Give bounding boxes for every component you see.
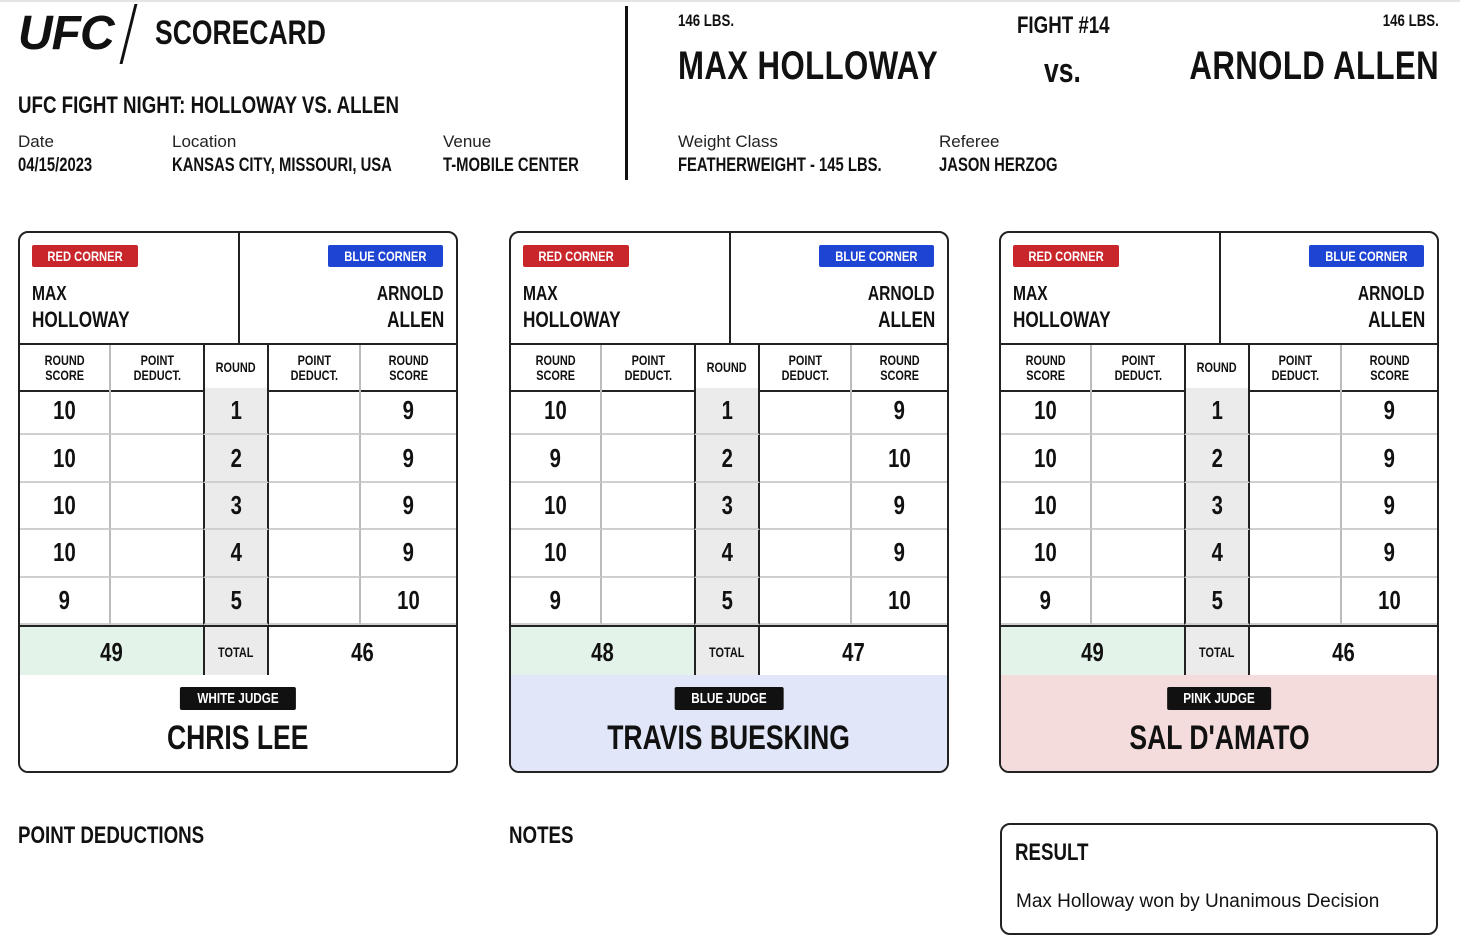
point-deduction-cell — [1250, 483, 1342, 530]
red-last-name: HOLLOWAY — [1013, 307, 1111, 332]
red-corner-badge: RED CORNER — [523, 245, 629, 267]
round-number: 1 — [1184, 388, 1250, 435]
round-row — [511, 530, 947, 577]
red-first-name: MAX — [32, 283, 67, 305]
point-deduction-cell — [760, 388, 852, 435]
round-score-header: ROUND SCORE — [1342, 345, 1437, 390]
total-label: TOTAL — [203, 627, 269, 677]
round-row — [1001, 388, 1437, 435]
vs-label: vs. — [1044, 52, 1081, 90]
point-deduction-header: POINT DEDUCT. — [1092, 345, 1184, 390]
round-row — [1001, 483, 1437, 530]
round-header: ROUND — [694, 345, 760, 390]
referee-value: JASON HERZOG — [939, 155, 1058, 176]
blue-round-score: 9 — [852, 483, 947, 530]
red-fighter-weight: 146 LBS. — [678, 11, 735, 30]
round-score-header: ROUND SCORE — [361, 345, 456, 390]
round-row — [20, 483, 456, 530]
point-deduction-cell — [1092, 530, 1184, 577]
blue-total-score: 47 — [842, 636, 865, 667]
blue-round-score: 9 — [1342, 435, 1437, 482]
blue-last-name: ALLEN — [1367, 307, 1425, 332]
total-label: TOTAL — [1184, 627, 1250, 677]
blue-corner-fighter — [358, 280, 444, 333]
referee-label: Referee — [939, 132, 1000, 151]
red-round-score: 10 — [511, 530, 602, 577]
blue-last-name: ALLEN — [877, 307, 935, 332]
table-header-row — [511, 343, 947, 392]
round-row — [1001, 435, 1437, 482]
point-deduction-cell — [1092, 578, 1184, 625]
red-round-score: 9 — [20, 578, 111, 625]
date-value: 04/15/2023 — [18, 155, 93, 176]
round-row — [511, 388, 947, 435]
round-number: 5 — [694, 578, 760, 625]
judge-badge: BLUE JUDGE — [675, 687, 784, 710]
round-number: 4 — [694, 530, 760, 577]
round-row — [20, 578, 456, 625]
blue-round-score: 9 — [852, 388, 947, 435]
point-deduction-header: POINT DEDUCT. — [760, 345, 852, 390]
blue-first-name: ARNOLD — [868, 283, 935, 305]
table-header-row — [20, 343, 456, 392]
round-row — [20, 388, 456, 435]
notes-label: NOTES — [509, 822, 574, 849]
point-deduction-cell — [1250, 388, 1342, 435]
point-deduction-cell — [269, 388, 361, 435]
red-round-score: 9 — [511, 578, 602, 625]
point-deduction-header: POINT DEDUCT. — [602, 345, 694, 390]
header-divider — [1219, 233, 1221, 343]
point-deduction-cell — [1250, 435, 1342, 482]
location-value: KANSAS CITY, MISSOURI, USA — [172, 155, 392, 176]
round-number: 1 — [694, 388, 760, 435]
judge-area — [511, 675, 947, 771]
blue-round-score: 10 — [852, 435, 947, 482]
judge-area — [1001, 675, 1437, 771]
blue-fighter-weight: 146 LBS. — [1382, 11, 1439, 30]
point-deduction-cell — [760, 530, 852, 577]
blue-round-score: 10 — [1342, 578, 1437, 625]
point-deduction-cell — [760, 483, 852, 530]
blue-round-score: 9 — [361, 483, 456, 530]
blue-corner-fighter — [849, 280, 935, 333]
judge-area — [20, 675, 456, 771]
judge-badge: WHITE JUDGE — [180, 687, 296, 710]
blue-total-score: 46 — [351, 636, 374, 667]
blue-round-score: 9 — [1342, 388, 1437, 435]
blue-corner-badge: BLUE CORNER — [819, 245, 934, 267]
total-label: TOTAL — [694, 627, 760, 677]
fight-number: FIGHT #14 — [1017, 12, 1110, 39]
venue-label: Venue — [443, 132, 492, 151]
red-round-score: 10 — [1001, 388, 1092, 435]
total-row — [20, 625, 456, 679]
round-number: 4 — [1184, 530, 1250, 577]
point-deduction-cell — [760, 435, 852, 482]
header-divider — [238, 233, 240, 343]
red-round-score: 9 — [1001, 578, 1092, 625]
point-deduction-cell — [111, 530, 203, 577]
point-deduction-cell — [602, 578, 694, 625]
date-label: Date — [18, 132, 54, 151]
blue-round-score: 9 — [1342, 530, 1437, 577]
red-round-score: 10 — [20, 435, 111, 482]
point-deduction-cell — [602, 483, 694, 530]
red-total-score: 49 — [1001, 627, 1184, 677]
red-round-score: 10 — [511, 483, 602, 530]
point-deduction-header: POINT DEDUCT. — [269, 345, 361, 390]
result-box — [1000, 823, 1438, 935]
point-deduction-cell — [1250, 530, 1342, 577]
round-number: 5 — [1184, 578, 1250, 625]
blue-corner-badge: BLUE CORNER — [328, 245, 443, 267]
judge-name: SAL D'AMATO — [1128, 719, 1310, 757]
red-last-name: HOLLOWAY — [32, 307, 130, 332]
card-header — [20, 233, 456, 343]
round-row — [20, 530, 456, 577]
red-first-name: MAX — [1013, 283, 1048, 305]
point-deductions-label: POINT DEDUCTIONS — [18, 822, 205, 849]
round-number: 1 — [203, 388, 269, 435]
judge-scorecard — [509, 231, 949, 773]
round-header: ROUND — [203, 345, 269, 390]
blue-first-name: ARNOLD — [1358, 283, 1425, 305]
round-row — [511, 435, 947, 482]
round-number: 3 — [1184, 483, 1250, 530]
point-deduction-cell — [760, 578, 852, 625]
blue-round-score: 9 — [361, 435, 456, 482]
judge-name: TRAVIS BUESKING — [607, 719, 851, 757]
blue-last-name: ALLEN — [386, 307, 444, 332]
blue-round-score: 10 — [852, 578, 947, 625]
point-deduction-header: POINT DEDUCT. — [111, 345, 203, 390]
blue-corner-badge: BLUE CORNER — [1309, 245, 1424, 267]
red-round-score: 10 — [1001, 435, 1092, 482]
red-round-score: 10 — [1001, 483, 1092, 530]
red-corner-fighter — [32, 280, 157, 333]
round-number: 2 — [1184, 435, 1250, 482]
red-fighter-name: MAX HOLLOWAY — [678, 44, 939, 88]
point-deduction-cell — [602, 388, 694, 435]
result-text: Max Holloway won by Unanimous Decision — [1016, 891, 1380, 912]
event-title: UFC FIGHT NIGHT: HOLLOWAY VS. ALLEN — [18, 92, 399, 119]
point-deduction-cell — [1092, 388, 1184, 435]
card-header — [511, 233, 947, 343]
point-deduction-cell — [269, 578, 361, 625]
round-number: 3 — [694, 483, 760, 530]
blue-first-name: ARNOLD — [377, 283, 444, 305]
point-deduction-cell — [111, 388, 203, 435]
round-row — [511, 578, 947, 625]
round-score-header: ROUND SCORE — [511, 345, 602, 390]
blue-corner-fighter — [1339, 280, 1425, 333]
red-round-score: 10 — [20, 388, 111, 435]
point-deduction-cell — [111, 578, 203, 625]
red-round-score: 9 — [511, 435, 602, 482]
total-row — [1001, 625, 1437, 679]
blue-round-score: 9 — [852, 530, 947, 577]
point-deduction-cell — [602, 435, 694, 482]
weight-class-value: FEATHERWEIGHT - 145 LBS. — [678, 155, 882, 176]
round-score-header: ROUND SCORE — [1001, 345, 1092, 390]
judge-scorecard — [999, 231, 1439, 773]
point-deduction-cell — [269, 530, 361, 577]
red-corner-badge: RED CORNER — [32, 245, 138, 267]
judge-scorecard — [18, 231, 458, 773]
point-deduction-header: POINT DEDUCT. — [1250, 345, 1342, 390]
round-row — [1001, 530, 1437, 577]
point-deduction-cell — [602, 530, 694, 577]
red-last-name: HOLLOWAY — [523, 307, 621, 332]
round-number: 2 — [203, 435, 269, 482]
top-border — [0, 0, 1460, 2]
table-header-row — [1001, 343, 1437, 392]
red-first-name: MAX — [523, 283, 558, 305]
point-deduction-cell — [269, 483, 361, 530]
venue-value: T-MOBILE CENTER — [443, 155, 579, 176]
red-round-score: 10 — [1001, 530, 1092, 577]
blue-total-score: 46 — [1332, 636, 1355, 667]
point-deduction-cell — [269, 435, 361, 482]
round-row — [20, 435, 456, 482]
weight-class-label: Weight Class — [678, 132, 778, 151]
red-round-score: 10 — [20, 530, 111, 577]
total-row — [511, 625, 947, 679]
logo-divider — [120, 4, 138, 64]
point-deduction-cell — [1092, 483, 1184, 530]
round-score-header: ROUND SCORE — [20, 345, 111, 390]
blue-round-score: 9 — [361, 388, 456, 435]
location-label: Location — [172, 132, 237, 151]
round-number: 3 — [203, 483, 269, 530]
round-header: ROUND — [1184, 345, 1250, 390]
header-divider — [625, 6, 628, 180]
blue-round-score: 9 — [361, 530, 456, 577]
round-number: 4 — [203, 530, 269, 577]
round-row — [1001, 578, 1437, 625]
red-corner-fighter — [523, 280, 648, 333]
red-round-score: 10 — [20, 483, 111, 530]
header-divider — [729, 233, 731, 343]
result-label: RESULT — [1015, 839, 1089, 866]
red-corner-badge: RED CORNER — [1013, 245, 1119, 267]
round-score-header: ROUND SCORE — [852, 345, 947, 390]
card-header — [1001, 233, 1437, 343]
judge-badge: PINK JUDGE — [1167, 687, 1271, 710]
judge-name: CHRIS LEE — [167, 719, 309, 757]
red-total-score: 48 — [511, 627, 694, 677]
point-deduction-cell — [1250, 578, 1342, 625]
round-row — [511, 483, 947, 530]
point-deduction-cell — [111, 483, 203, 530]
round-number: 5 — [203, 578, 269, 625]
blue-round-score: 9 — [1342, 483, 1437, 530]
round-number: 2 — [694, 435, 760, 482]
red-round-score: 10 — [511, 388, 602, 435]
red-total-score: 49 — [20, 627, 203, 677]
point-deduction-cell — [1092, 435, 1184, 482]
point-deduction-cell — [111, 435, 203, 482]
ufc-logo: UFC — [18, 7, 114, 60]
scorecard-title: SCORECARD — [155, 14, 326, 52]
red-corner-fighter — [1013, 280, 1138, 333]
blue-round-score: 10 — [361, 578, 456, 625]
blue-fighter-name: ARNOLD ALLEN — [1189, 44, 1439, 88]
